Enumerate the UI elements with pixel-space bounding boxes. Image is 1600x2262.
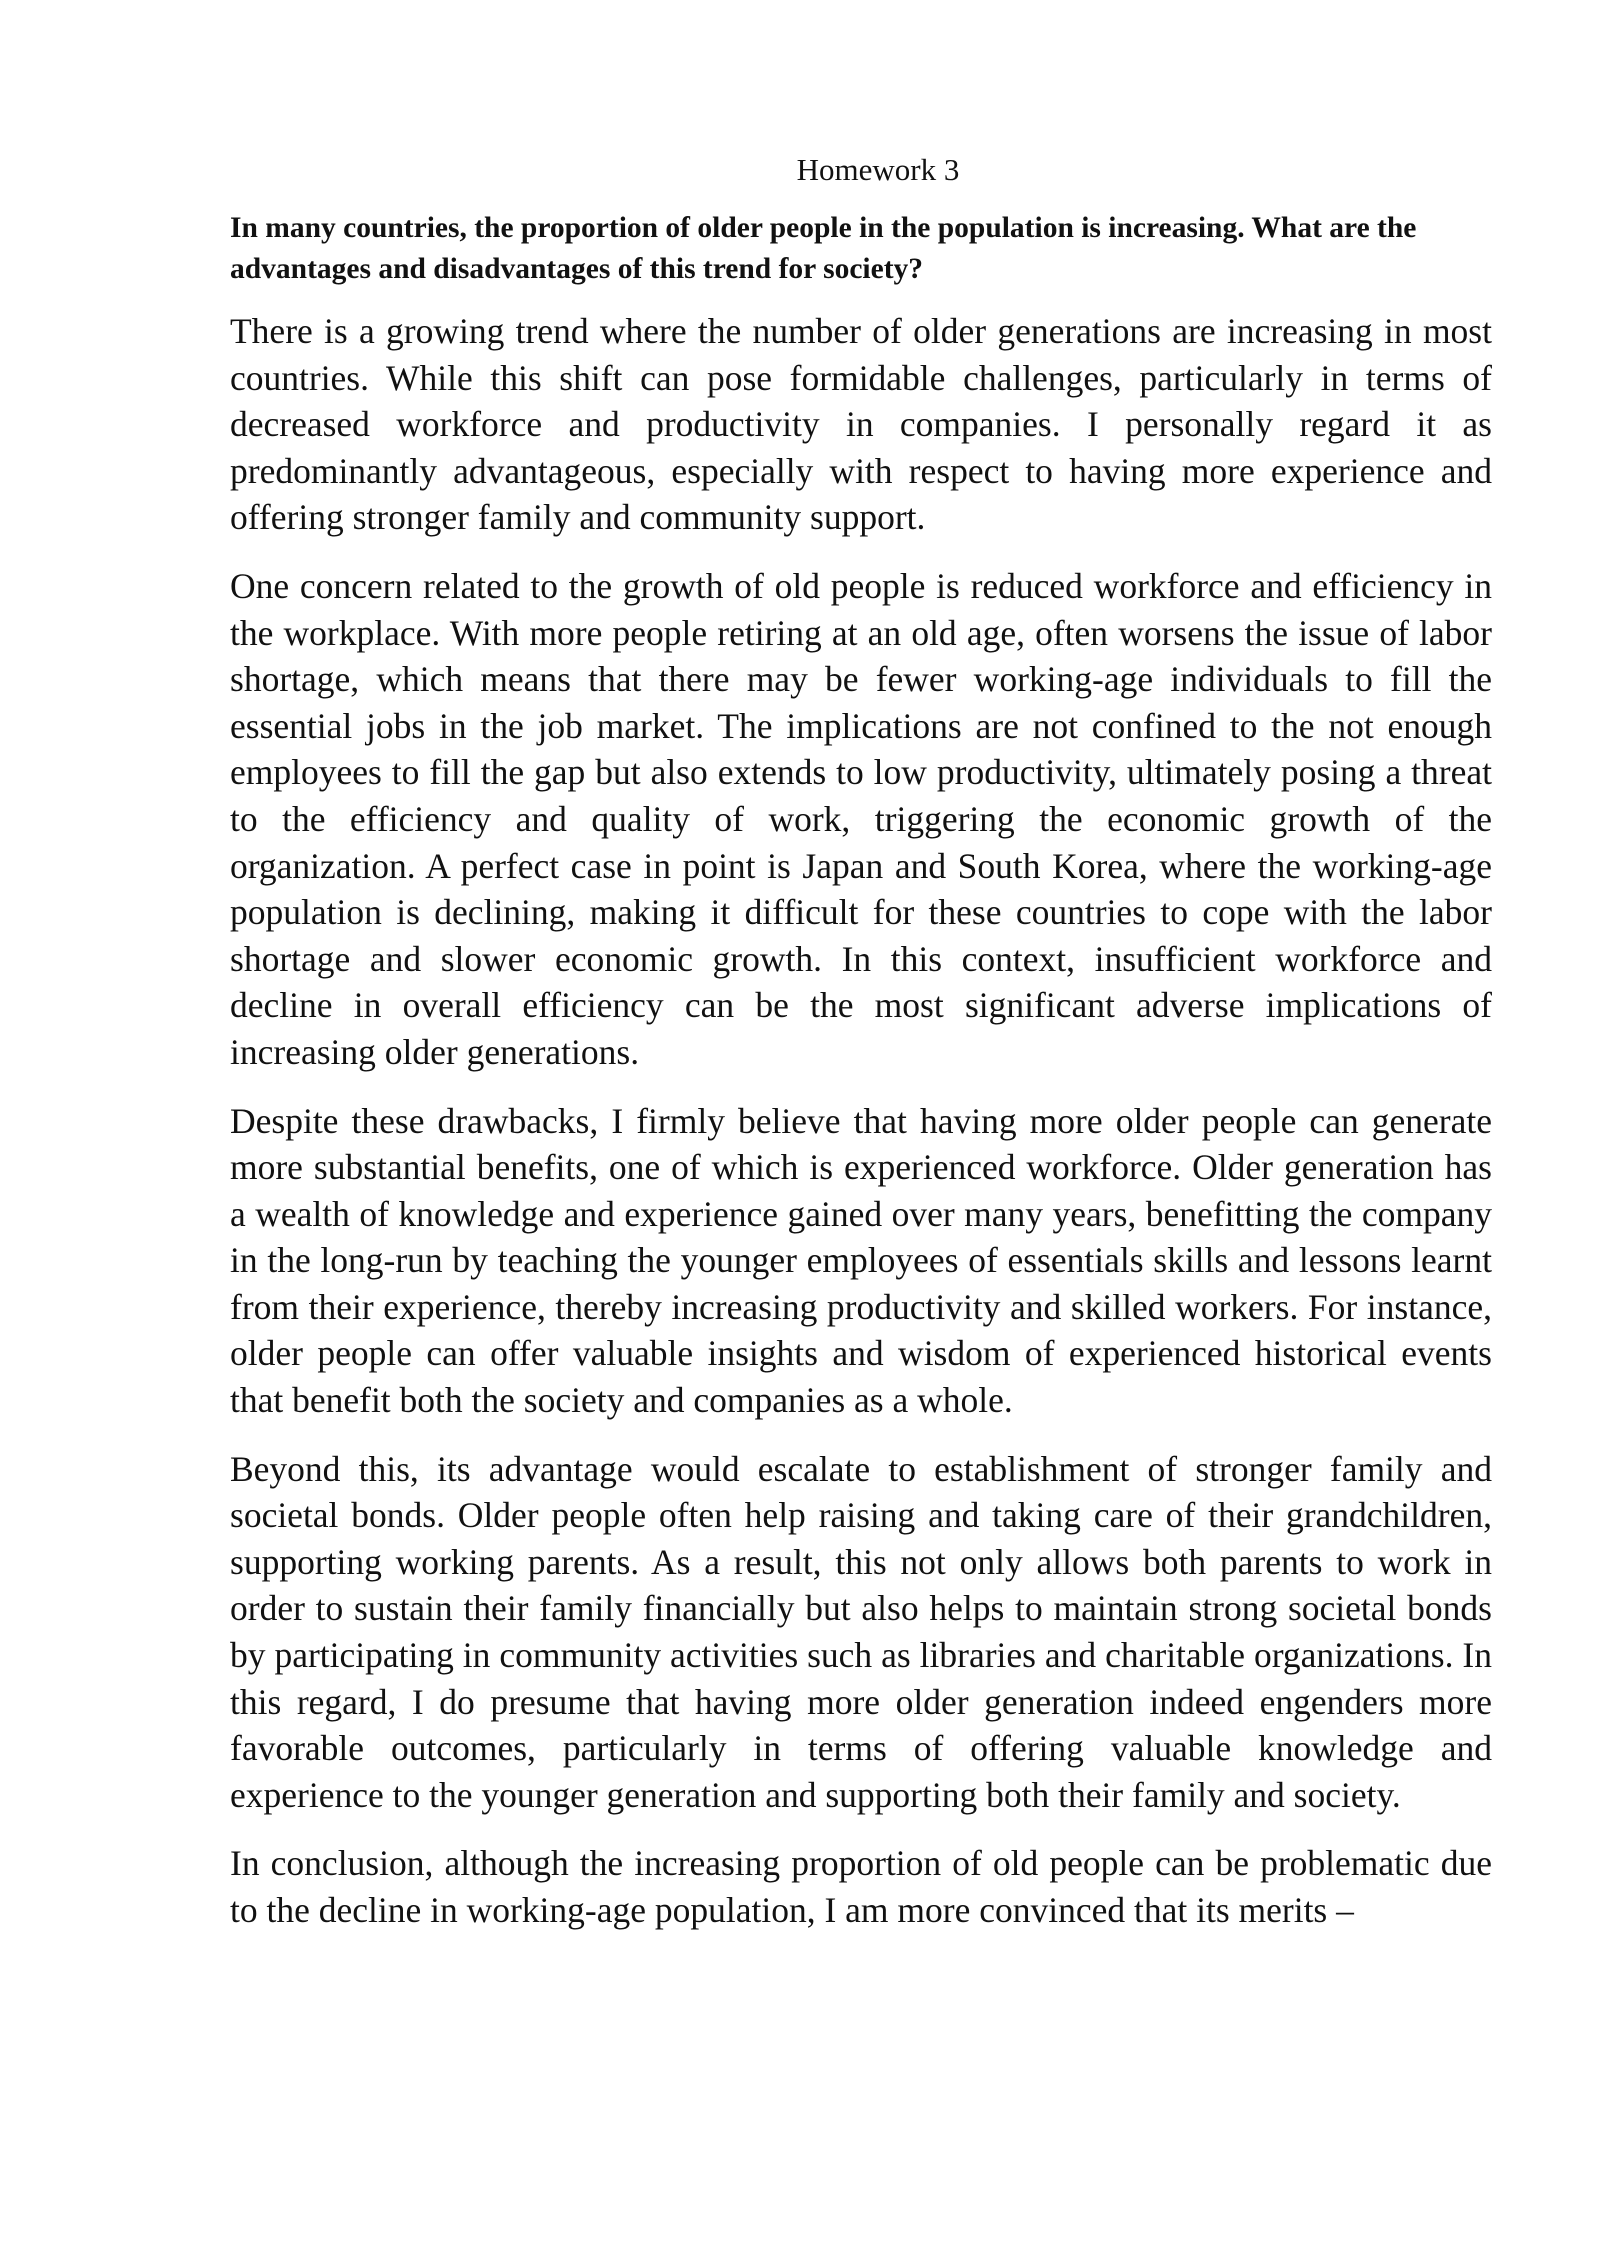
essay-question: In many countries, the proportion of older people in the population is increasing. What are the advantages and disadvantages of this trend for society? xyxy=(230,212,1417,285)
paragraph-conclusion: In conclusion, although the increasing proportion of old people can be problematic due to the decline in working-age population, I am more convinced that its merits – xyxy=(230,1843,1492,1930)
paragraph-advantage-family: Beyond this, its advantage would escalate to establishment of stronger family and societal bonds. Older people often help raising and taking care of their grandchildren, supporting working parents. As a result, this not only allows both parents to work in order to sustain their family financially but also helps to maintain strong societal bonds by participating in community activities such as libraries and charitable organizations. In this regard, I do presume that having more older generation indeed engenders more favorable outcomes, particularly in terms of offering valuable knowledge and experience to the younger generation and supporting both their family and society. xyxy=(230,1448,1492,1815)
paragraph-introduction: There is a growing trend where the number of older generations are increasing in most countries. While this shift can pose formidable challenges, particularly in terms of decreased workforce and productivity in companies. I personally regard it as predominantly advantageous, especially with respect to having more experience and offering stronger family and community support. xyxy=(230,311,1492,538)
document-page xyxy=(230,150,1492,1956)
paragraph-advantage-experience: Despite these drawbacks, I firmly believe that having more older people can generate more substantial benefits, one of which is experienced workforce. Older generation has a wealth of knowledge and experience gained over many years, benefitting the company in the long-run by teaching the younger employees of essentials skills and lessons learnt from their experience, thereby increasing productivity and skilled workers. For instance, older people can offer valuable insights and wisdom of experienced historical events that benefit both the society and companies as a whole. xyxy=(230,1100,1492,1421)
document-title: Homework 3 xyxy=(796,152,960,187)
paragraph-disadvantages: One concern related to the growth of old people is reduced workforce and efficiency in the workplace. With more people retiring at an old age, often worsens the issue of labor shortage, which means that there may be fewer working-age individuals to fill the essential jobs in the job market. The implications are not confined to the not enough employees to fill the gap but also extends to low productivity, ultimately posing a threat to the efficiency and quality of work, triggering the economic growth of the organization. A perfect case in point is Japan and South Korea, where the working-age population is declining, making it difficult for these countries to cope with the labor shortage and slower economic growth. In this context, insufficient workforce and decline in overall efficiency can be the most significant adverse implications of increasing older generations. xyxy=(230,565,1492,1072)
